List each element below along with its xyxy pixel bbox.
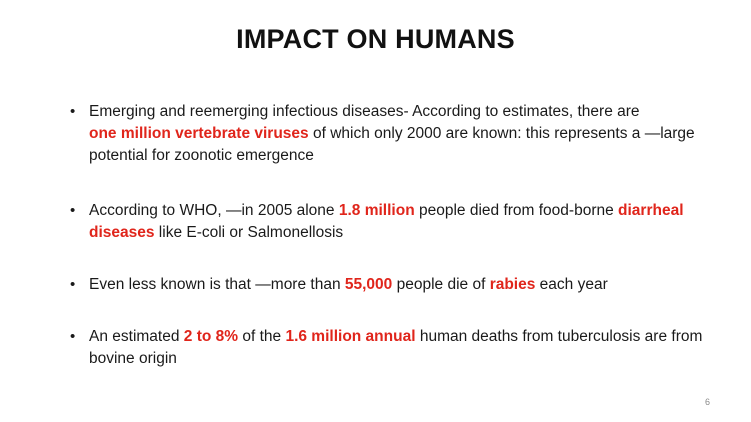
highlight-text: 1.8 million	[338, 202, 415, 219]
bullet-text: Even less known is that —more than	[89, 276, 345, 293]
bullet-icon: •	[70, 103, 76, 120]
bullet-text: each year	[535, 276, 608, 293]
highlight-text: one million vertebrate viruses	[89, 125, 309, 142]
bullet-text: people die of	[392, 276, 490, 293]
bullet-item-tuberculosis	[70, 326, 710, 370]
page-number: 6	[704, 397, 710, 407]
highlight-text: diarrheal diseases	[89, 202, 684, 241]
highlight-text: 55,000	[344, 276, 393, 293]
bullet-text: An estimated	[89, 328, 184, 345]
highlight-text: 1.6 million annual	[285, 328, 416, 345]
highlight-text: 2 to 8%	[183, 328, 239, 345]
bullet-text: human deaths from tuberculosis are from bovine origin	[89, 328, 703, 367]
bullet-text: According to WHO, —in 2005 alone	[89, 202, 339, 219]
bullet-item-who-2005	[70, 200, 710, 244]
bullet-icon: •	[70, 202, 76, 219]
bullet-text: of the	[238, 328, 286, 345]
bullet-item-rabies	[70, 274, 710, 296]
bullet-text: people died from food-borne	[414, 202, 619, 219]
bullet-text: like E-coli or Salmonellosis	[154, 224, 344, 241]
bullet-icon: •	[70, 276, 76, 293]
bullet-text: Emerging and reemerging infectious diseases- According to estimates, there are	[89, 103, 640, 120]
bullet-icon: •	[70, 328, 76, 345]
highlight-text: rabies	[489, 276, 536, 293]
bullet-item-emerging-diseases	[70, 101, 710, 167]
bullet-text: of which only 2000 are known: this represents a —large potential for zoonotic emergence	[89, 125, 695, 164]
bullet-list	[70, 101, 710, 370]
slide-title: IMPACT ON HUMANS	[236, 24, 515, 54]
